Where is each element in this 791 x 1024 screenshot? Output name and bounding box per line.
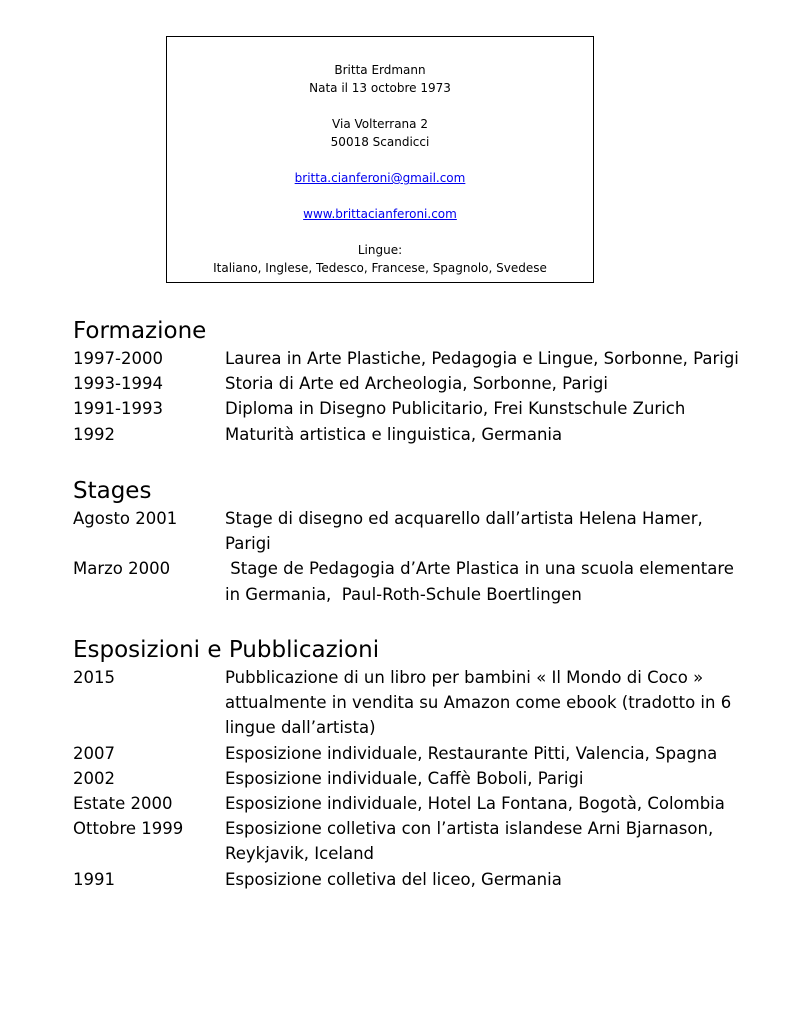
contact-birth: Nata il 13 octobre 1973 <box>309 81 451 95</box>
list-item <box>73 665 753 741</box>
entry-date: 1997-2000 <box>73 349 163 368</box>
entry-description: Esposizione individuale, Hotel La Fontana, Bogotà, Colombia <box>225 794 725 814</box>
contact-block <box>167 61 593 277</box>
entry-date: 2007 <box>73 743 115 763</box>
section-title-stages: Stages <box>73 478 152 504</box>
contact-spacer <box>167 97 593 115</box>
contact-spacer <box>167 187 593 205</box>
contact-box <box>166 36 594 283</box>
entry-description: Pubblicazione di un libro per bambini « Il Mondo di Coco » attualmente in vendita su Amazon come ebook (tradotto in 6 lingue dall’artista) <box>225 668 732 738</box>
entry-description: Stage di disegno ed acquarello dall’artista Helena Hamer, Parigi <box>225 509 703 554</box>
entry-description: Storia di Arte ed Archeologia, Sorbonne, Parigi <box>225 374 608 394</box>
entry-description: Maturità artistica e linguistica, Germania <box>225 424 563 444</box>
list-item <box>73 506 753 556</box>
list-item <box>73 867 753 892</box>
entry-date: 1993-1994 <box>73 374 163 394</box>
list-item <box>73 371 753 396</box>
list-item <box>73 422 753 447</box>
languages-list: Italiano, Inglese, Tedesco, Francese, Spagnolo, Svedese <box>213 261 547 275</box>
contact-spacer <box>167 151 593 169</box>
entry-description: Esposizione colletiva con l’artista islandese Arni Bjarnason, Reykjavik, Iceland <box>225 819 714 864</box>
section-title-formazione: Formazione <box>73 318 207 344</box>
section-title-esposizioni: Esposizioni e Pubblicazioni <box>73 637 380 663</box>
contact-name: Britta Erdmann <box>334 63 426 77</box>
contact-spacer <box>167 223 593 241</box>
list-item <box>73 346 753 371</box>
website-link[interactable]: www.brittacianferoni.com <box>303 207 457 221</box>
entry-description: Laurea in Arte Plastiche, Pedagogia e Lingue, Sorbonne, Parigi <box>225 349 739 368</box>
entry-description: Esposizione individuale, Restaurante Pitti, Valencia, Spagna <box>225 743 718 763</box>
section-esposizioni <box>73 635 753 892</box>
section-stages <box>73 476 753 607</box>
list-item <box>73 816 753 866</box>
entry-date: Ottobre 1999 <box>73 819 184 839</box>
entry-date: 2015 <box>73 668 115 687</box>
entry-date: 2002 <box>73 768 115 788</box>
list-item <box>73 556 753 606</box>
entry-date: Estate 2000 <box>73 794 173 814</box>
entry-description: Stage de Pedagogia d’Arte Plastica in una scuola elementare in Germania, Paul-Roth-Schule Boertlingen <box>225 559 740 604</box>
email-link[interactable]: britta.cianferoni@gmail.com <box>294 171 466 185</box>
section-formazione <box>73 316 753 447</box>
entry-description: Diploma in Disegno Publicitario, Frei Kunstschule Zurich <box>225 399 686 419</box>
list-item <box>73 791 753 816</box>
entry-date: Agosto 2001 <box>73 509 178 528</box>
list-item <box>73 766 753 791</box>
list-item <box>73 741 753 766</box>
contact-street: Via Volterrana 2 <box>332 117 428 131</box>
entry-date: 1991-1993 <box>73 399 163 419</box>
contact-city: 50018 Scandicci <box>330 135 430 149</box>
languages-label: Lingue: <box>357 243 403 257</box>
entry-date: Marzo 2000 <box>73 559 171 579</box>
list-item <box>73 396 753 421</box>
entry-description: Esposizione colletiva del liceo, Germania <box>225 869 562 889</box>
entry-date: 1992 <box>73 424 115 444</box>
entry-description: Esposizione individuale, Caffè Boboli, Parigi <box>225 768 584 788</box>
entry-date: 1991 <box>73 869 115 889</box>
